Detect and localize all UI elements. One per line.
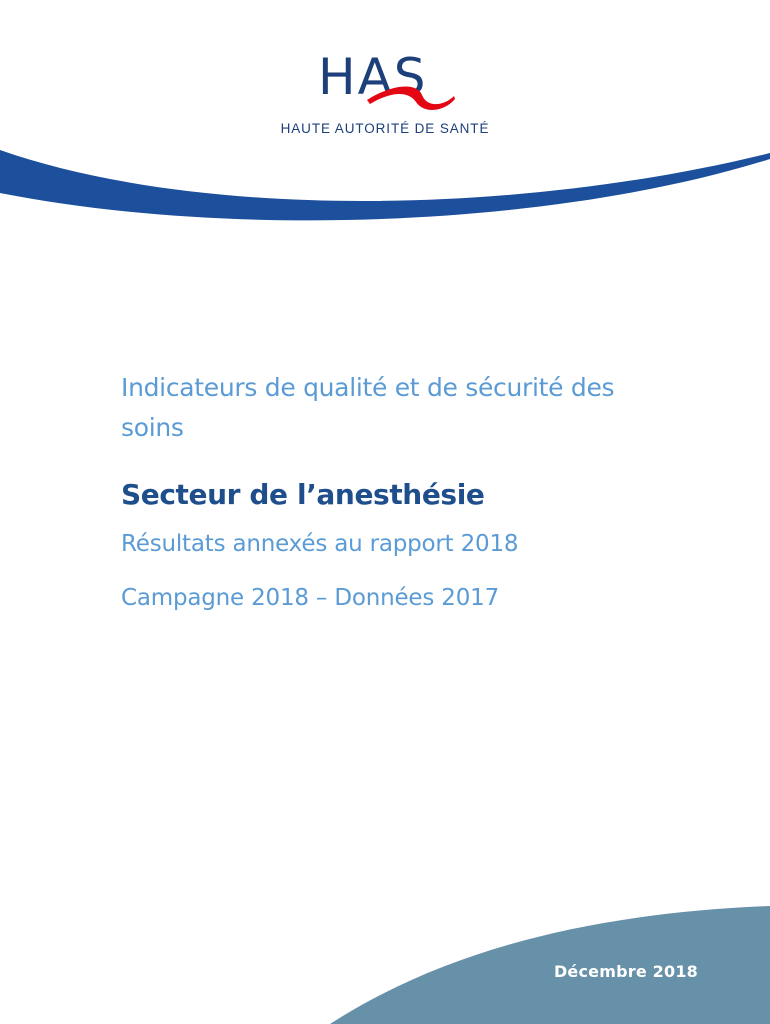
top-blue-swoosh <box>0 145 770 230</box>
subtitle-campaign: Campagne 2018 – Données 2017 <box>121 585 500 611</box>
publication-date: Décembre 2018 <box>553 962 698 981</box>
main-title: Indicateurs de qualité et de sécurité des soins <box>121 373 615 442</box>
sector-title: Secteur de l’anesthésie <box>121 478 485 511</box>
title-block <box>121 368 681 613</box>
has-logo-text: HAS <box>318 50 428 106</box>
logo-tagline: HAUTE AUTORITÉ DE SANTÉ <box>280 121 490 136</box>
has-logo <box>312 50 462 114</box>
subtitle-results: Résultats annexés au rapport 2018 <box>121 531 519 557</box>
